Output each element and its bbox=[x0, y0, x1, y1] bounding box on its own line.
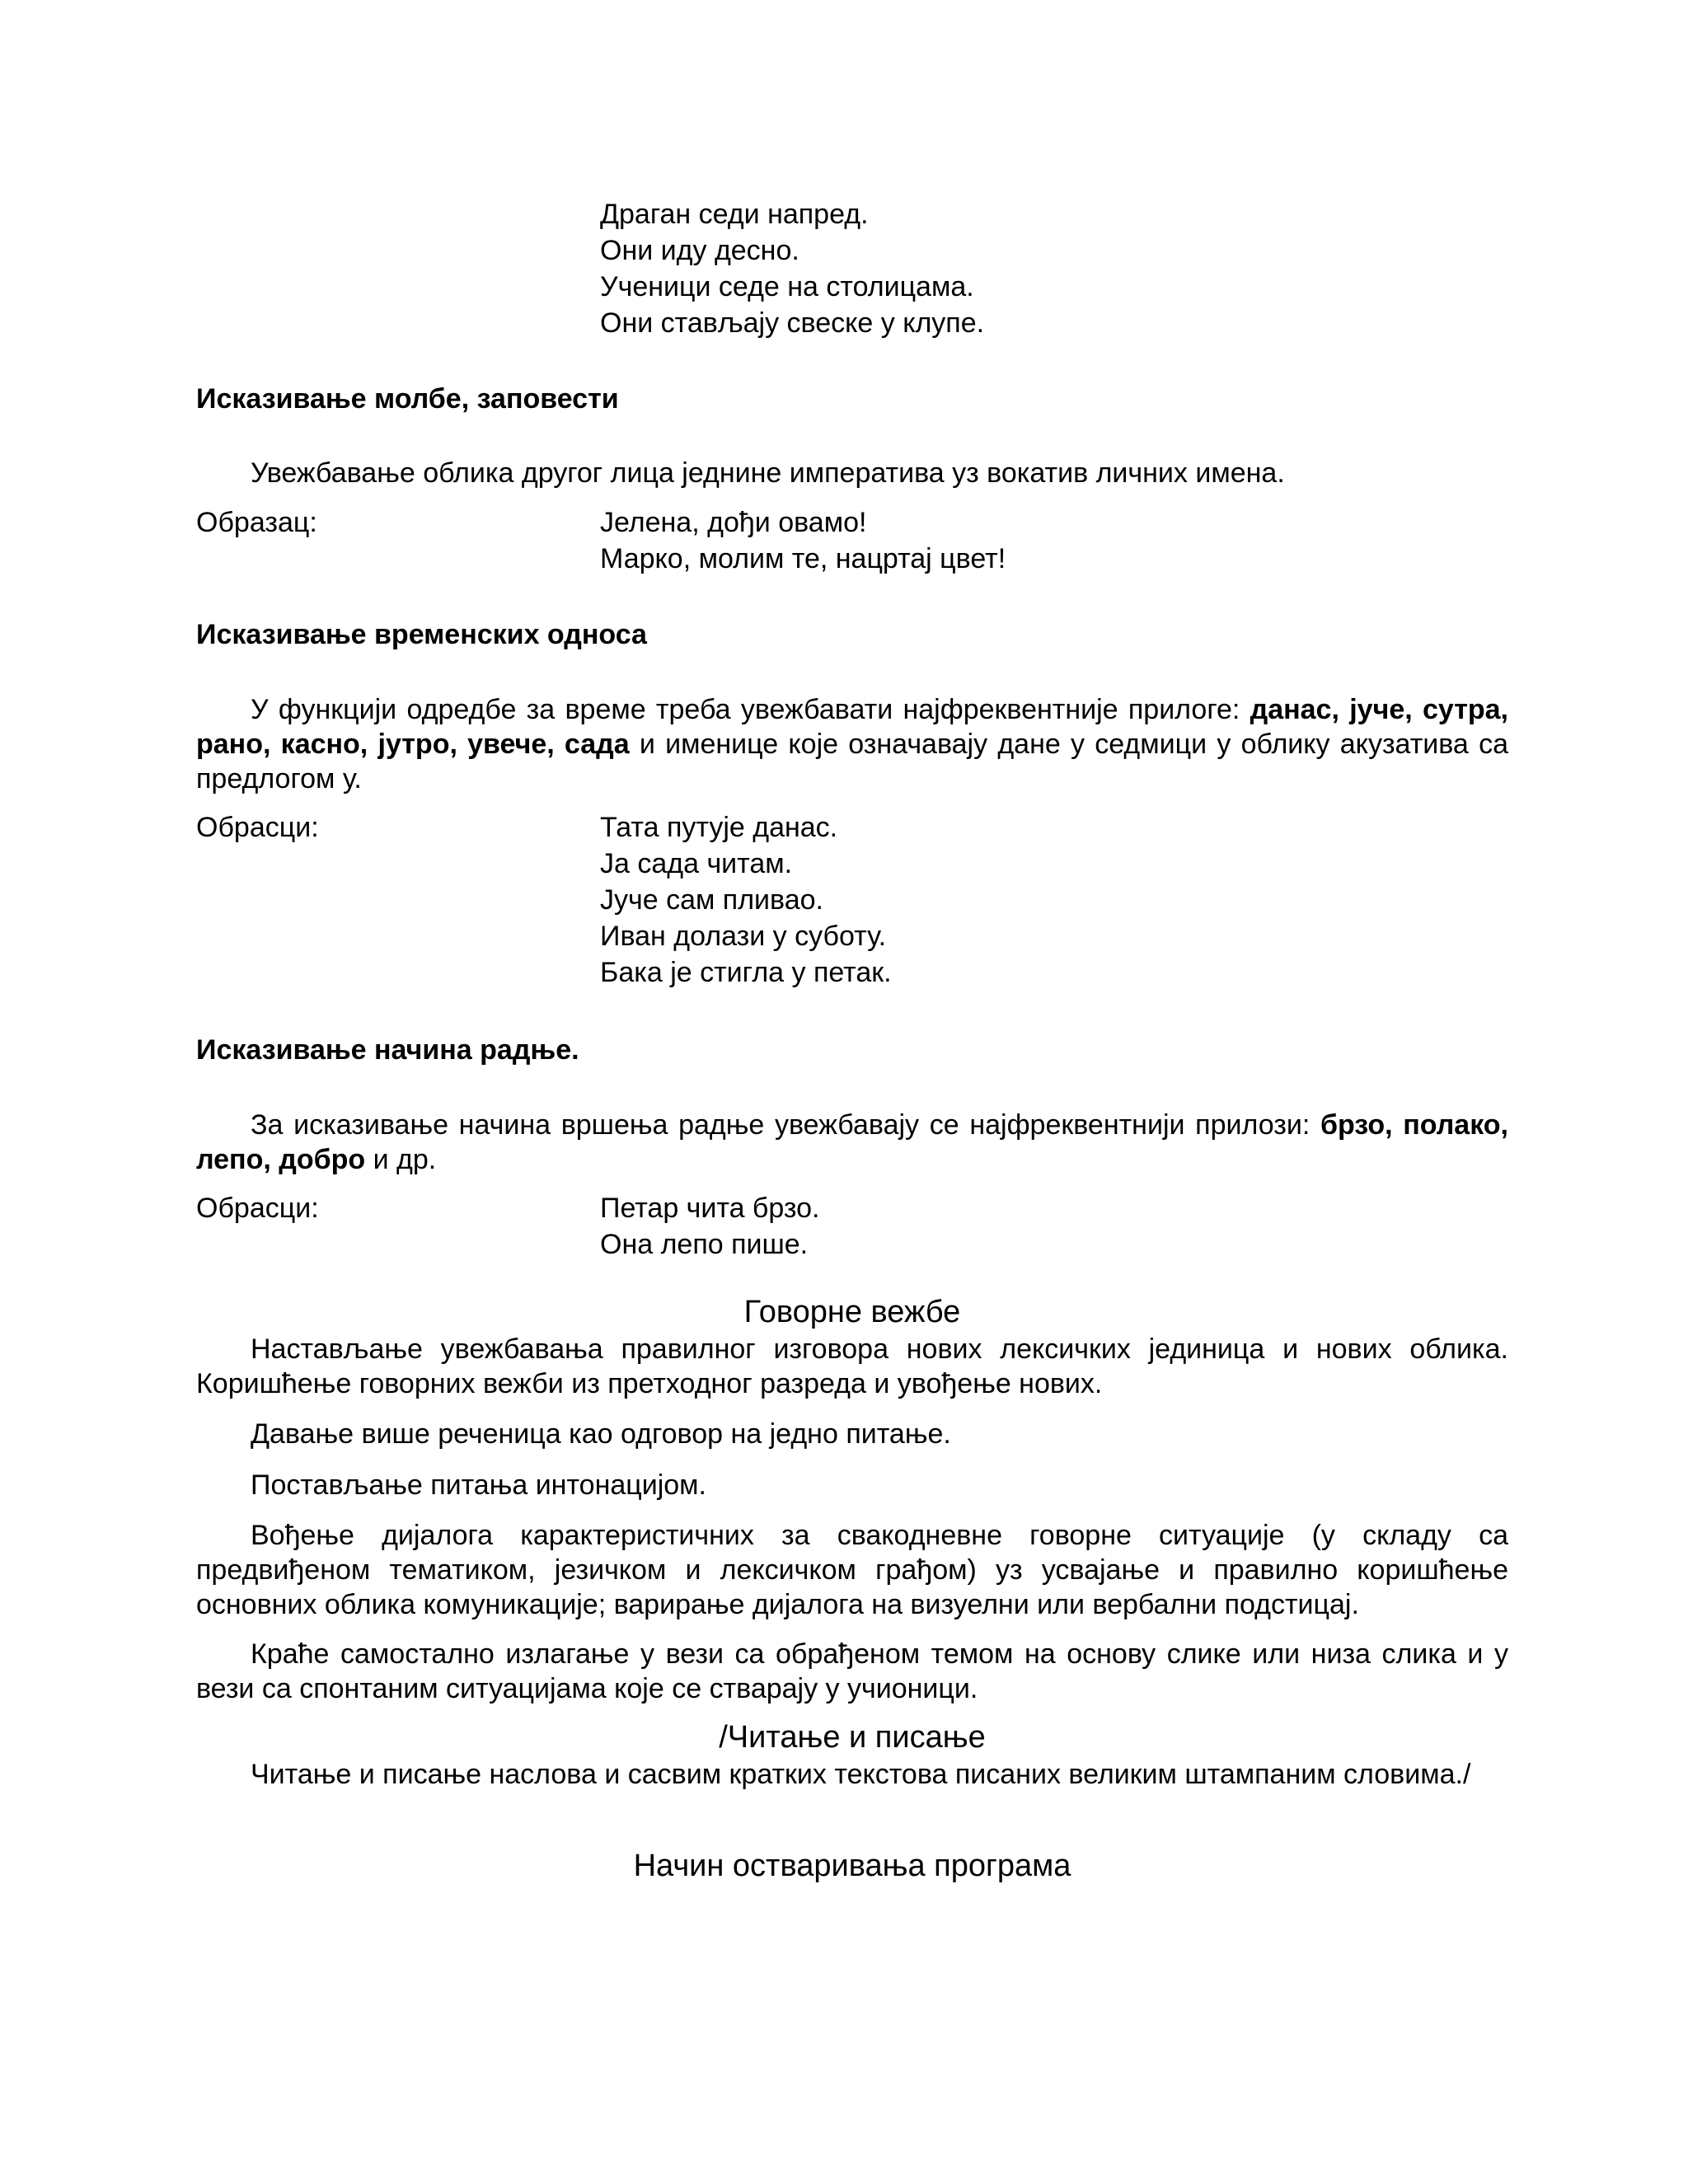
example-label: Образац: bbox=[196, 507, 317, 538]
example-list bbox=[600, 809, 1508, 991]
section-paragraph: Настављање увежбавања правилног изговора нових лексичких јединица и нових облика. Коришћење говорних вежби из претходног разреда и увођење нових. bbox=[196, 1333, 1508, 1399]
section-heading: Исказивање начина радње. bbox=[196, 1034, 579, 1066]
section-reading bbox=[196, 1718, 1508, 1792]
section-paragraph bbox=[196, 692, 1508, 796]
example-row bbox=[196, 504, 1508, 577]
example-row bbox=[196, 809, 1508, 991]
section-paragraph: Вођење дијалога карактеристичних за свакодневне говорне ситуације (у складу са предвиђеном тематиком, језичком и лексичком грађом) уз усвајање и правилно коришћење основних облика комуникације; варирање дијалога на визуелни или вербални подстицај. bbox=[196, 1520, 1508, 1620]
section-manner bbox=[196, 1032, 1508, 1263]
section-paragraph bbox=[196, 1108, 1508, 1177]
document-page bbox=[196, 196, 1508, 1886]
example-line: Марко, молим те, нацртај цвет! bbox=[600, 543, 1006, 574]
example-row bbox=[196, 1190, 1508, 1263]
paragraph-text: У функцији одредбе за време треба увежбавати најфреквентније прилоге: bbox=[251, 694, 1250, 725]
example-line: Ја сада читам. bbox=[600, 848, 793, 879]
example-line: Бака је стигла у петак. bbox=[600, 957, 892, 988]
section-title: Говорне вежбе bbox=[743, 1295, 961, 1329]
paragraph-bold-text: данас, јуче, сутра, рано, касно, јутро, увече, сада bbox=[196, 694, 1508, 760]
section-title: /Читање и писање bbox=[719, 1720, 986, 1755]
example-label: Обрасци: bbox=[196, 1193, 319, 1224]
example-label: Обрасци: bbox=[196, 812, 319, 843]
section-request bbox=[196, 381, 1508, 577]
program-title: Начин остваривања програма bbox=[633, 1849, 1071, 1883]
section-heading: Исказивање молбе, заповести bbox=[196, 383, 619, 415]
example-line: Иван долази у суботу. bbox=[600, 921, 887, 952]
section-time bbox=[196, 616, 1508, 991]
section-paragraph: Краће самостално излагање у вези са обрађеном темом на основу слике или низа слика и у вези са спонтаним ситуацијама које се стварају у учионици. bbox=[196, 1638, 1508, 1704]
example-line: Петар чита брзо. bbox=[600, 1193, 820, 1224]
example-line: Они стављају свеске у клупе. bbox=[600, 307, 985, 339]
example-list bbox=[600, 504, 1508, 577]
section-speech bbox=[196, 1292, 1508, 1706]
example-line: Ученици седе на столицама. bbox=[600, 271, 974, 302]
section-heading: Исказивање временских односа bbox=[196, 619, 647, 650]
top-examples bbox=[196, 196, 1508, 341]
example-line: Она лепо пише. bbox=[600, 1229, 809, 1260]
example-line: Тата путује данас. bbox=[600, 812, 838, 843]
example-line: Драган седи напред. bbox=[600, 199, 869, 230]
paragraph-bold-text: брзо, полако, лепо, добро bbox=[196, 1109, 1508, 1175]
section-paragraph: Постављање питања интонацијом. bbox=[251, 1469, 706, 1501]
section-paragraph: Увежбавање облика другог лица једнине императива уз вокатив личних имена. bbox=[251, 457, 1285, 489]
example-line: Они иду десно. bbox=[600, 235, 799, 266]
example-line: Јуче сам пливао. bbox=[600, 884, 823, 916]
section-paragraph: Читање и писање наслова и сасвим кратких текстова писаних великим штампаним словима./ bbox=[251, 1759, 1471, 1790]
paragraph-text: и др. bbox=[365, 1144, 437, 1175]
example-line: Јелена, дођи овамо! bbox=[600, 507, 867, 538]
example-list bbox=[600, 1190, 1508, 1263]
section-paragraph: Давање више реченица као одговор на једно питање. bbox=[251, 1418, 951, 1450]
paragraph-text: и именице које означавају дане у седмици у облику акузатива са предлогом у. bbox=[196, 729, 1508, 794]
paragraph-text: За исказивање начина вршења радње увежбавају се најфреквентнији прилози: bbox=[251, 1109, 1320, 1141]
